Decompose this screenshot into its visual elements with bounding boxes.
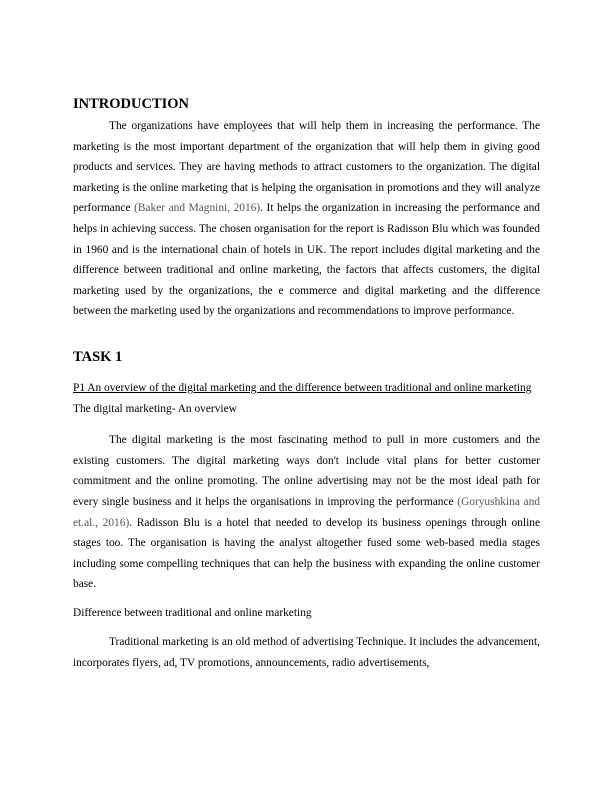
traditional-marketing-paragraph: Traditional marketing is an old method of advertising Technique. It includes the advancement, incorporates flyers, ad, TV promotions, announcements, radio advertisements, (73, 636, 540, 670)
dm-text-part2: . Radisson Blu is a hotel that needed to develop its business openings through online stages too. The organisation is having the analyst altogether fused some web-based media stages including some compelling techniques that can help the business with expanding the online customer base. (73, 516, 540, 591)
intro-text-part1: The organizations have employees that will help them in increasing the performance. The marketing is the most important department of the organization that will help them in giving good products and services. They are having methods to attract customers to the organization. The digital marketing is the online marketing that is helping the organisation in promotions and they will analyze performance (73, 120, 540, 215)
intro-citation: (Baker and Magnini, 2016) (134, 202, 261, 215)
introduction-heading: INTRODUCTION (73, 96, 190, 112)
dm-text-part1: The digital marketing is the most fascinating method to pull in more customers and the existing customers. The digital marketing ways don't include vital plans for better customer commitment and the online promoting. The online advertising may not be the most ideal path for every single business and it helps the organisations in improving the performance (73, 434, 540, 508)
digital-marketing-paragraph (73, 430, 540, 595)
digital-marketing-overview-subheading: The digital marketing- An overview (73, 402, 237, 415)
difference-subheading: Difference between traditional and online marketing (73, 606, 312, 619)
p1-section-title: P1 An overview of the digital marketing and the difference between traditional and online marketing (73, 381, 532, 394)
intro-text-part2: . It helps the organization in increasing the performance and helps in achieving success. The chosen organisation for the report is Radisson Blu which was founded in 1960 and is the international chain of hotels in UK. The report includes digital marketing and the difference between traditional and online marketing, the factors that affects customers, the digital marketing used by the organizations, the e commerce and digital marketing and the difference between the marketing used by the organizations and recommendations to improve performance. (73, 202, 540, 318)
introduction-paragraph (73, 116, 540, 322)
document-page (73, 96, 540, 674)
dm-citation: (Goryushkina and et.al., 2016) (73, 495, 540, 529)
task1-heading: TASK 1 (73, 348, 123, 365)
